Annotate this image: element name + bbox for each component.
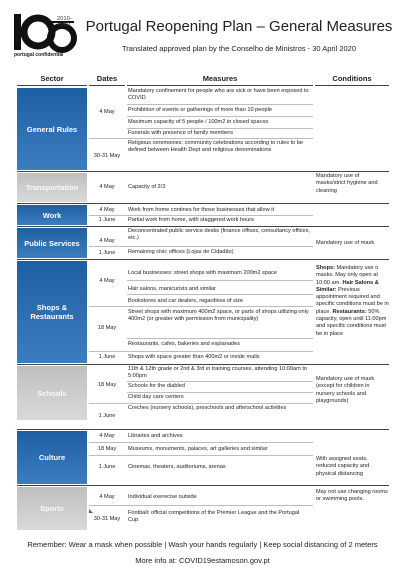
- measure-text: Child day care centers: [128, 394, 184, 400]
- section-divider: [17, 364, 389, 365]
- sector-shops-restaurants: Shops & Restaurants: [17, 261, 87, 363]
- row-divider: [127, 392, 313, 393]
- date-cell: 18 May: [97, 382, 117, 388]
- date-cell: 1 June: [98, 250, 116, 256]
- column-header-sector: Sector: [17, 72, 87, 86]
- row-divider: [127, 294, 313, 295]
- section-divider: [17, 171, 389, 172]
- row-divider: [89, 455, 313, 456]
- row-divider: [127, 338, 313, 339]
- section-divider: [17, 429, 389, 430]
- column-header-measures: Measures: [127, 72, 313, 86]
- section-divider: [17, 259, 389, 260]
- row-divider: [89, 138, 313, 139]
- section-divider: [17, 203, 389, 204]
- sector-work: Work: [17, 205, 87, 225]
- measure-text: Football: official competitions of the Premier League and the Portugal Cup: [128, 510, 300, 523]
- measure-text: Cinemas, theaters, auditoriums, arenas: [128, 464, 226, 470]
- measure-text: Individual exerecise outside: [128, 494, 197, 500]
- measure-text: 11th & 12th grade or 2nd & 3rd in training courses, attending 10:00am to 5:00pm: [128, 366, 308, 379]
- measure-text: Shops with space greater than 400m2 or inside malls: [128, 354, 260, 360]
- section-divider: [17, 485, 389, 486]
- logo-subtitle: portugal confidential: [14, 52, 64, 58]
- measure-text: Work from home contines for those businesses that allow it: [128, 207, 275, 213]
- condition-text: Mandatory use of mask (except for children in nursery schools and playgrounds): [316, 376, 375, 404]
- logo: [14, 12, 78, 62]
- measure-text: Museums, monuments, palaces, art galleries and similar: [128, 446, 268, 452]
- measure-text: Religious ceremonies: community celebrations according to rules to be defined between Health Dept and religious denominations: [128, 140, 304, 153]
- date-cell: 30-31 May: [93, 516, 121, 522]
- measure-text: Bookstores and car dealers, regardless of size: [128, 298, 244, 304]
- measure-text: Mandatory confinement for people who are sick or have been exposed to COVID: [128, 88, 309, 101]
- date-cell: 1 June: [98, 354, 116, 360]
- measure-text: Schools for the diabled: [128, 383, 185, 389]
- measure-text: Partial work from home, with staggered work hours: [128, 217, 254, 223]
- column-header-dates: Dates: [89, 72, 125, 86]
- footer-more-info: More info at: COVID19estamoson.gov.pt: [135, 556, 270, 565]
- row-divider: [127, 104, 313, 105]
- sector-general-rules: General Rules: [17, 88, 87, 170]
- column-header-conditions: Conditions: [315, 72, 389, 86]
- row-divider: [89, 403, 313, 404]
- date-cell: 4 May: [99, 433, 115, 439]
- date-cell: 1 June: [98, 464, 116, 470]
- measure-text: Street shops with maximum 400m2 space, or parts of shops utilizing only 400m2 (or greater with permission from municipality): [128, 309, 309, 322]
- measure-text: Maximum capacity of 5 people / 100m2 in closed spaces: [128, 119, 269, 125]
- measure-text: Local businesses: street shops with maximum 200m2 space: [128, 270, 277, 276]
- date-cell: 4 May: [99, 278, 115, 284]
- row-divider: [127, 381, 313, 382]
- condition-text: Mandatory use of masks/strict hygiene and cleaning: [316, 173, 378, 194]
- condition-text: [316, 265, 389, 338]
- condition-span: Previous appointment required and specific conditions must be in place.: [316, 286, 389, 315]
- measure-text: Funerals with presence of family members: [128, 130, 234, 136]
- condition-bold: Restaurants:: [332, 308, 367, 315]
- measure-text: Remaining civic offices (Lojas de Cidadão): [128, 249, 234, 255]
- row-divider: [89, 215, 313, 216]
- date-cell: 1 June: [98, 413, 116, 419]
- condition-span: 50% capacity, open until 11:00pm and specific conditions must be in place: [316, 308, 387, 337]
- measure-text: Deconcentrated public service desks (finance offices, consultancy offices, etc.): [128, 228, 310, 241]
- date-cell: 1 June: [98, 217, 116, 223]
- footer-reminder: Remember: Wear a mask when possible | Wash your hands regularly | Keep social distancing of 2 meters: [27, 540, 378, 549]
- sector-sports: Sports: [17, 487, 87, 530]
- logo-years: 2010-2020: [57, 16, 73, 28]
- row-divider: [127, 128, 313, 129]
- measure-text: Capacity of 2/3: [128, 184, 166, 190]
- row-divider: [127, 280, 313, 281]
- green-marker: [89, 509, 93, 513]
- date-cell: 18 May: [97, 325, 117, 331]
- measures-table: [17, 72, 389, 532]
- date-cell: 4 May: [99, 109, 115, 115]
- row-divider: [89, 246, 313, 247]
- page-title: Portugal Reopening Plan – General Measures: [85, 18, 393, 35]
- row-divider: [89, 442, 313, 443]
- date-cell: 4 May: [99, 207, 115, 213]
- measure-text: Hair salons, manicurists and similar: [128, 286, 216, 292]
- sector-schools: Schools: [17, 366, 87, 420]
- sector-culture: Culture: [17, 431, 87, 484]
- sector-public-services: Public Services: [17, 228, 87, 258]
- date-cell: 18 May: [97, 446, 117, 452]
- sector-transportation: Transportation: [17, 173, 87, 202]
- date-cell: 30-31 May: [93, 153, 121, 159]
- row-divider: [89, 505, 313, 506]
- date-cell: 4 May: [99, 184, 115, 190]
- date-cell: 4 May: [99, 238, 115, 244]
- row-divider: [89, 306, 313, 307]
- condition-bold: Hair Salons & Similar:: [316, 279, 379, 293]
- condition-text: Mandatory use of mask: [316, 240, 375, 246]
- section-divider: [17, 226, 389, 227]
- condition-text: With assigned seats, reduced capacity and physical distancing: [316, 456, 370, 477]
- measure-text: Libraries and archives: [128, 433, 183, 439]
- date-cell: 4 May: [99, 494, 115, 500]
- measure-text: Restaurants, cafes, bakeries and esplanades: [128, 341, 240, 347]
- condition-span: Mandatory use o masks. May only open at 10:00 am.: [316, 265, 379, 286]
- row-divider: [127, 116, 313, 117]
- condition-text: May not use changing rooms or swimming pools.: [316, 489, 388, 503]
- page-subtitle: Translated approved plan by the Conselho de Ministros - 30 April 2020: [121, 44, 357, 53]
- measure-text: Prohibition of events or gatherings of more than 10 people: [128, 107, 272, 113]
- row-divider: [89, 351, 313, 352]
- measure-text: Creches (nursery schools), preschools and afterschool activities: [128, 405, 287, 411]
- condition-bold: Shops:: [316, 265, 335, 271]
